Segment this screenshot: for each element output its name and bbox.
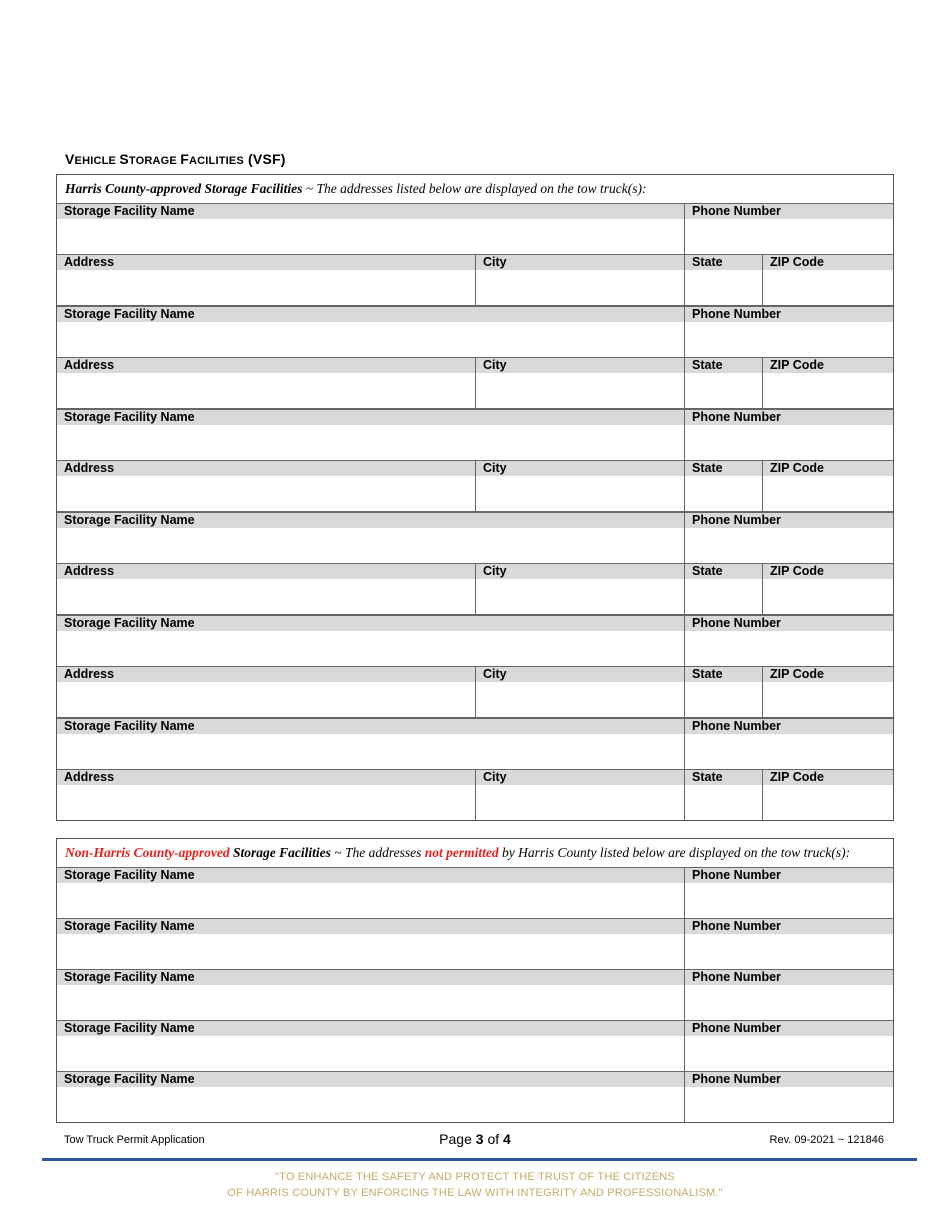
storage-facility-name-cell <box>57 307 684 357</box>
storage-facility-name-cell <box>57 919 684 969</box>
storage-facility-name-label: Storage Facility Name <box>57 204 684 219</box>
address-label: Address <box>57 255 475 270</box>
storage-facility-name-label: Storage Facility Name <box>57 616 684 631</box>
facility-name-row <box>57 717 893 769</box>
state-cell <box>684 667 762 717</box>
address-cell <box>57 461 475 511</box>
zip-code-field[interactable] <box>763 476 893 511</box>
zip-code-label: ZIP Code <box>763 461 893 476</box>
address-label: Address <box>57 667 475 682</box>
city-field[interactable] <box>476 682 684 717</box>
phone-number-label: Phone Number <box>685 1021 893 1036</box>
phone-number-field[interactable] <box>685 425 893 460</box>
address-field[interactable] <box>57 785 475 820</box>
storage-facility-name-cell <box>57 1072 684 1122</box>
zip-code-field[interactable] <box>763 579 893 614</box>
footer-revision: Rev. 09-2021 ~ 121846 <box>769 1134 884 1146</box>
non-approved-facility-row <box>57 1020 893 1071</box>
phone-number-field[interactable] <box>685 322 893 357</box>
zip-code-label: ZIP Code <box>763 667 893 682</box>
zip-code-label: ZIP Code <box>763 564 893 579</box>
storage-facility-name-cell <box>57 970 684 1020</box>
city-field[interactable] <box>476 476 684 511</box>
address-field[interactable] <box>57 579 475 614</box>
address-label: Address <box>57 770 475 785</box>
storage-facility-name-label: Storage Facility Name <box>57 1021 684 1036</box>
state-cell <box>684 358 762 408</box>
facility-address-row <box>57 460 893 511</box>
phone-number-field[interactable] <box>685 1036 893 1071</box>
address-cell <box>57 770 475 820</box>
phone-number-cell <box>684 1072 893 1122</box>
phone-number-cell <box>684 204 893 254</box>
storage-facility-name-cell <box>57 513 684 563</box>
phone-number-field[interactable] <box>685 528 893 563</box>
address-field[interactable] <box>57 373 475 408</box>
facility-name-row <box>57 511 893 563</box>
address-field[interactable] <box>57 682 475 717</box>
non-approved-facilities-header: Non-Harris County-approved Storage Facilities ~ The addresses not permitted by Harris County listed below are displayed on the tow truck(s): <box>65 845 851 860</box>
phone-number-cell <box>684 719 893 769</box>
zip-code-cell <box>762 564 893 614</box>
state-label: State <box>685 770 762 785</box>
phone-number-field[interactable] <box>685 734 893 769</box>
phone-number-field[interactable] <box>685 934 893 969</box>
storage-facility-name-field[interactable] <box>57 631 684 666</box>
state-label: State <box>685 564 762 579</box>
phone-number-label: Phone Number <box>685 868 893 883</box>
storage-facility-name-label: Storage Facility Name <box>57 919 684 934</box>
zip-code-cell <box>762 461 893 511</box>
state-label: State <box>685 255 762 270</box>
section-title: VEHICLE STORAGE FACILITIES (VSF) <box>65 151 286 167</box>
phone-number-field[interactable] <box>685 985 893 1020</box>
address-cell <box>57 564 475 614</box>
non-approved-facility-row <box>57 1071 893 1122</box>
city-label: City <box>476 564 684 579</box>
storage-facility-name-label: Storage Facility Name <box>57 513 684 528</box>
address-label: Address <box>57 461 475 476</box>
non-approved-facility-row <box>57 918 893 969</box>
phone-number-label: Phone Number <box>685 513 893 528</box>
phone-number-label: Phone Number <box>685 970 893 985</box>
storage-facility-name-field[interactable] <box>57 985 684 1020</box>
state-field[interactable] <box>685 785 762 820</box>
storage-facility-name-field[interactable] <box>57 322 684 357</box>
phone-number-label: Phone Number <box>685 616 893 631</box>
non-approved-facilities-table <box>56 838 894 1123</box>
phone-number-field[interactable] <box>685 883 893 918</box>
address-cell <box>57 667 475 717</box>
city-cell <box>475 255 684 305</box>
footer-divider <box>42 1158 917 1161</box>
state-cell <box>684 770 762 820</box>
phone-number-cell <box>684 868 893 918</box>
state-field[interactable] <box>685 682 762 717</box>
city-label: City <box>476 358 684 373</box>
state-cell <box>684 461 762 511</box>
storage-facility-name-cell <box>57 1021 684 1071</box>
city-cell <box>475 770 684 820</box>
facility-address-row <box>57 357 893 408</box>
zip-code-label: ZIP Code <box>763 255 893 270</box>
address-cell <box>57 358 475 408</box>
storage-facility-name-label: Storage Facility Name <box>57 307 684 322</box>
address-label: Address <box>57 564 475 579</box>
storage-facility-name-label: Storage Facility Name <box>57 410 684 425</box>
storage-facility-name-field[interactable] <box>57 1036 684 1071</box>
non-approved-facility-row <box>57 867 893 918</box>
city-label: City <box>476 667 684 682</box>
city-cell <box>475 564 684 614</box>
zip-code-field[interactable] <box>763 373 893 408</box>
address-cell <box>57 255 475 305</box>
storage-facility-name-label: Storage Facility Name <box>57 719 684 734</box>
city-label: City <box>476 461 684 476</box>
zip-code-cell <box>762 255 893 305</box>
storage-facility-name-field[interactable] <box>57 1087 684 1122</box>
zip-code-field[interactable] <box>763 785 893 820</box>
state-cell <box>684 255 762 305</box>
facility-address-row <box>57 563 893 614</box>
city-field[interactable] <box>476 373 684 408</box>
agency-motto: "TO ENHANCE THE SAFETY AND PROTECT THE TRUST OF THE CITIZENS OF HARRIS COUNTY BY ENFORCING THE LAW WITH INTEGRITY AND PROFESSIONALISM." <box>227 1171 723 1199</box>
storage-facility-name-field[interactable] <box>57 934 684 969</box>
non-approved-facility-row <box>57 969 893 1020</box>
phone-number-field[interactable] <box>685 1087 893 1122</box>
phone-number-field[interactable] <box>685 631 893 666</box>
facility-address-row <box>57 769 893 820</box>
storage-facility-name-cell <box>57 204 684 254</box>
storage-facility-name-field[interactable] <box>57 425 684 460</box>
phone-number-label: Phone Number <box>685 204 893 219</box>
facility-name-row <box>57 203 893 254</box>
phone-number-label: Phone Number <box>685 1072 893 1087</box>
storage-facility-name-field[interactable] <box>57 734 684 769</box>
city-cell <box>475 667 684 717</box>
state-label: State <box>685 358 762 373</box>
approved-facilities-table <box>56 174 894 821</box>
address-label: Address <box>57 358 475 373</box>
city-label: City <box>476 255 684 270</box>
city-field[interactable] <box>476 270 684 305</box>
phone-number-cell <box>684 410 893 460</box>
phone-number-cell <box>684 1021 893 1071</box>
storage-facility-name-field[interactable] <box>57 883 684 918</box>
state-field[interactable] <box>685 270 762 305</box>
phone-number-field[interactable] <box>685 219 893 254</box>
storage-facility-name-label: Storage Facility Name <box>57 970 684 985</box>
footer-page-number: Page 3 of 4 <box>439 1131 511 1147</box>
state-label: State <box>685 667 762 682</box>
approved-facilities-header: Harris County-approved Storage Facilities ~ The addresses listed below are displayed on the tow truck(s): <box>65 181 647 196</box>
city-cell <box>475 461 684 511</box>
facility-address-row <box>57 666 893 717</box>
storage-facility-name-cell <box>57 616 684 666</box>
facility-name-row <box>57 305 893 357</box>
address-field[interactable] <box>57 270 475 305</box>
facility-name-row <box>57 408 893 460</box>
phone-number-cell <box>684 307 893 357</box>
footer-form-name: Tow Truck Permit Application <box>64 1134 205 1146</box>
state-field[interactable] <box>685 476 762 511</box>
phone-number-label: Phone Number <box>685 307 893 322</box>
zip-code-cell <box>762 358 893 408</box>
state-field[interactable] <box>685 373 762 408</box>
zip-code-field[interactable] <box>763 682 893 717</box>
city-field[interactable] <box>476 579 684 614</box>
storage-facility-name-field[interactable] <box>57 528 684 563</box>
state-field[interactable] <box>685 579 762 614</box>
zip-code-label: ZIP Code <box>763 770 893 785</box>
storage-facility-name-cell <box>57 719 684 769</box>
phone-number-cell <box>684 513 893 563</box>
zip-code-field[interactable] <box>763 270 893 305</box>
facility-name-row <box>57 614 893 666</box>
phone-number-label: Phone Number <box>685 719 893 734</box>
zip-code-label: ZIP Code <box>763 358 893 373</box>
storage-facility-name-label: Storage Facility Name <box>57 868 684 883</box>
state-cell <box>684 564 762 614</box>
storage-facility-name-cell <box>57 410 684 460</box>
phone-number-cell <box>684 919 893 969</box>
zip-code-cell <box>762 770 893 820</box>
phone-number-cell <box>684 616 893 666</box>
city-cell <box>475 358 684 408</box>
city-label: City <box>476 770 684 785</box>
phone-number-cell <box>684 970 893 1020</box>
phone-number-label: Phone Number <box>685 410 893 425</box>
storage-facility-name-cell <box>57 868 684 918</box>
phone-number-label: Phone Number <box>685 919 893 934</box>
address-field[interactable] <box>57 476 475 511</box>
storage-facility-name-field[interactable] <box>57 219 684 254</box>
storage-facility-name-label: Storage Facility Name <box>57 1072 684 1087</box>
state-label: State <box>685 461 762 476</box>
city-field[interactable] <box>476 785 684 820</box>
facility-address-row <box>57 254 893 305</box>
zip-code-cell <box>762 667 893 717</box>
